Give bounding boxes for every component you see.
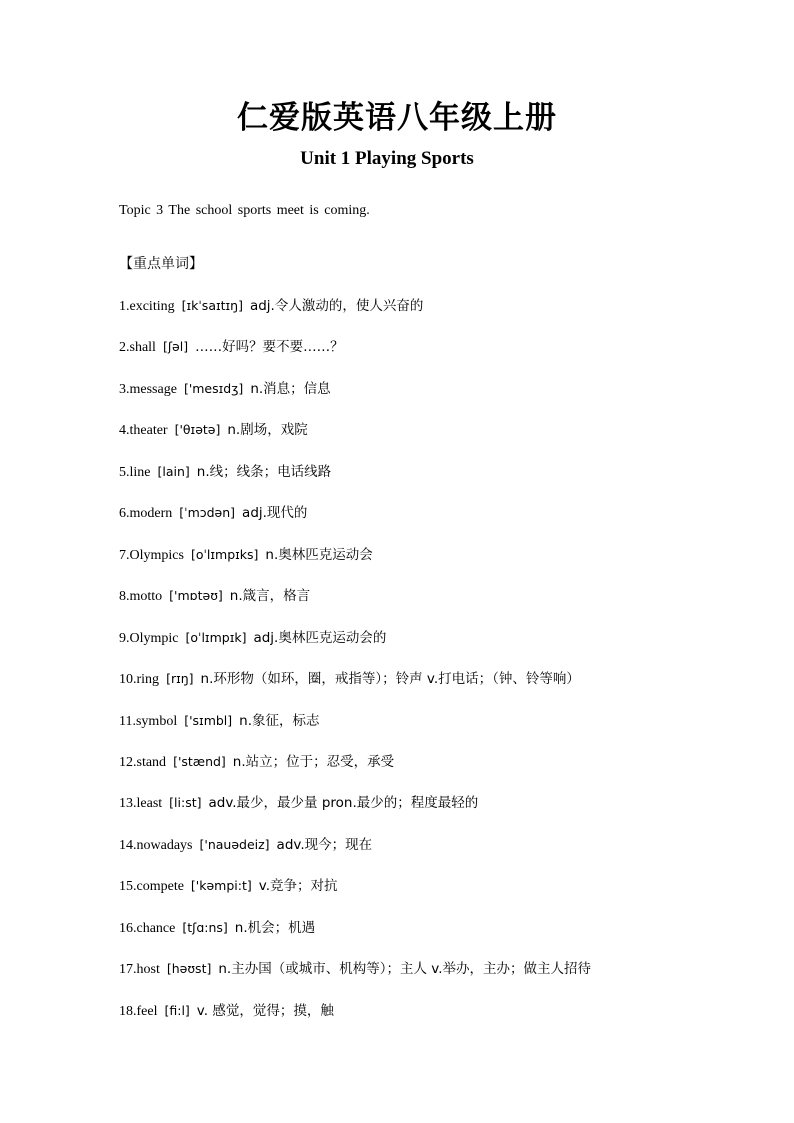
vocab-phonetic: ['nauədeiz] — [199, 836, 270, 852]
vocab-number: 5. — [119, 464, 130, 480]
vocab-phonetic: [ɪkˈsaɪtɪŋ] — [181, 298, 243, 313]
vocab-item — [119, 752, 394, 773]
vocab-definition: n.剧场，戏院 — [227, 422, 308, 439]
vocab-definition: ……好吗？要不要……？ — [195, 339, 344, 356]
vocab-word: symbol — [135, 713, 178, 729]
vocab-phonetic: [ʃəl] — [162, 339, 189, 355]
vocab-word: stand — [136, 754, 167, 770]
vocab-word: feel — [136, 1003, 158, 1019]
vocab-phonetic: ['mɒtəʊ] — [169, 588, 223, 604]
vocab-number: 11. — [119, 713, 136, 729]
vocab-definition: adj.令人激动的，使人兴奋的 — [249, 298, 424, 314]
vocab-item — [119, 462, 331, 483]
vocab-item — [119, 379, 331, 400]
vocab-item — [119, 876, 337, 897]
vocab-word: message — [129, 381, 177, 397]
vocab-item — [119, 296, 423, 317]
vocab-item — [119, 959, 591, 980]
vocab-number: 7. — [119, 547, 130, 563]
vocab-item — [119, 628, 386, 649]
vocab-phonetic: [oˈlɪmpɪks] — [190, 546, 259, 562]
vocab-word: shall — [129, 340, 156, 356]
vocab-item — [119, 835, 372, 856]
vocab-item — [119, 337, 344, 358]
vocab-definition: adj.现代的 — [242, 505, 308, 522]
vocab-phonetic: [tʃɑ:ns] — [182, 919, 228, 935]
vocab-number: 8. — [119, 589, 130, 605]
vocab-item — [119, 545, 373, 566]
vocab-definition: adv.最少，最少量 pron.最少的；程度最轻的 — [208, 795, 479, 812]
vocab-definition: n.站立；位于；忍受，承受 — [232, 753, 395, 770]
vocab-definition: n.奥林匹克运动会 — [265, 546, 373, 563]
vocab-definition: n.机会；机遇 — [234, 919, 316, 936]
vocab-phonetic: [li:st] — [169, 795, 202, 811]
vocab-definition: n.消息；信息 — [250, 380, 331, 397]
vocab-number: 13. — [119, 796, 137, 812]
vocab-word: theater — [129, 423, 168, 439]
vocab-phonetic: [lain] — [157, 463, 190, 479]
vocab-number: 12. — [119, 754, 137, 770]
vocab-word: nowadays — [136, 837, 193, 853]
vocab-definition: n.环形物（如环，圈，戒指等）；铃声 v.打电话；（钟、铃等响） — [200, 671, 580, 688]
vocab-word: ring — [136, 672, 160, 688]
vocab-definition: adj.奥林匹克运动会的 — [253, 629, 387, 646]
vocab-phonetic: [fi:l] — [164, 1002, 190, 1018]
vocab-phonetic: [oˈlɪmpɪk] — [185, 629, 247, 645]
vocab-phonetic: ['θɪətə] — [174, 422, 221, 438]
topic-line: Topic 3 The school sports meet is coming. — [119, 203, 370, 218]
vocab-definition: n.箴言，格言 — [229, 588, 311, 605]
vocab-definition: n.象征，标志 — [239, 712, 320, 729]
vocab-phonetic: [rɪŋ] — [166, 671, 194, 687]
vocab-number: 3. — [119, 381, 130, 397]
vocab-number: 10. — [119, 672, 137, 688]
vocab-word: exciting — [129, 299, 175, 314]
vocab-word: line — [129, 464, 151, 480]
vocab-definition: adv.现今；现在 — [276, 836, 373, 853]
vocab-definition: v. 感觉，觉得；摸，触 — [196, 1002, 334, 1019]
vocab-number: 14. — [119, 837, 137, 853]
vocab-number: 17. — [119, 962, 137, 978]
vocab-item — [119, 669, 580, 690]
vocab-word: modern — [129, 506, 173, 522]
vocab-word: Olympics — [129, 547, 184, 563]
vocab-number: 2. — [119, 340, 130, 356]
vocab-word: least — [136, 796, 163, 812]
vocab-number: 6. — [119, 506, 130, 522]
vocab-number: 1. — [119, 299, 130, 314]
vocab-phonetic: ['stænd] — [173, 753, 226, 769]
vocab-word: motto — [129, 589, 163, 605]
vocab-phonetic: [həʊst] — [166, 961, 212, 977]
vocab-item — [119, 793, 478, 814]
vocab-word: host — [136, 962, 160, 978]
vocab-item — [119, 503, 307, 524]
unit-title: Unit 1 Playing Sports — [300, 148, 474, 169]
vocab-word: chance — [136, 920, 176, 936]
vocab-word: Olympic — [129, 630, 179, 646]
document-title: 仁爱版英语八年级上册 — [237, 100, 557, 136]
vocab-item — [119, 1001, 334, 1022]
vocab-number: 18. — [119, 1003, 137, 1019]
vocab-phonetic: ['sɪmbl] — [184, 712, 233, 728]
vocab-phonetic: ['kəmpi:t] — [190, 878, 252, 894]
vocab-item — [119, 711, 320, 732]
vocab-item — [119, 420, 308, 441]
section-heading: 【重点单词】 — [119, 256, 203, 272]
vocab-word: compete — [136, 879, 184, 895]
vocab-number: 4. — [119, 423, 130, 439]
vocab-number: 16. — [119, 920, 137, 936]
vocab-number: 15. — [119, 879, 137, 895]
vocab-item — [119, 918, 315, 939]
vocab-phonetic: [ˈmɔdən] — [179, 505, 236, 521]
vocab-definition: n.主办国（或城市、机构等）；主人 v.举办，主办；做主人招待 — [218, 961, 591, 978]
vocab-number: 9. — [119, 630, 130, 646]
vocab-definition: n.线；线条；电话线路 — [196, 463, 332, 480]
vocab-item — [119, 586, 310, 607]
vocab-definition: v.竞争；对抗 — [258, 878, 338, 895]
vocab-phonetic: ['mesɪdʒ] — [183, 380, 244, 396]
